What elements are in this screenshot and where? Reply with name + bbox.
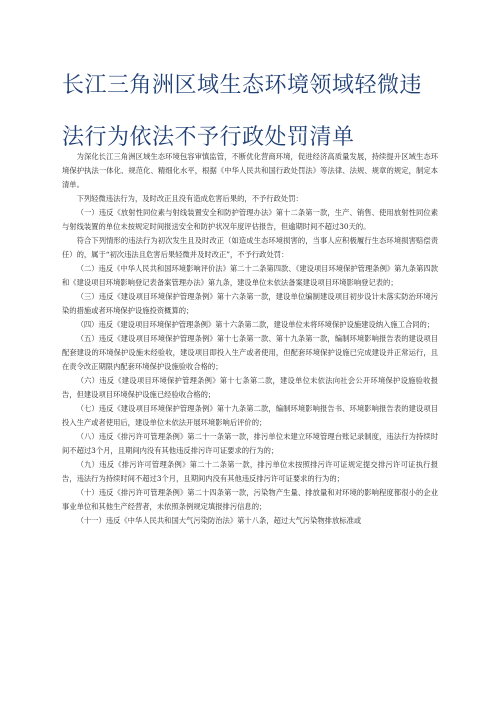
item-3-paragraph: （三）违反《建设项目环境保护管理条例》第十六条第一款，建设单位编制建设项目初步设计未落实防治环境污染的措施或者环境保护设施投资概算的； <box>62 292 438 315</box>
document-title-line-1: 长江三角洲区域生态环境领域轻微违 <box>62 73 423 98</box>
document-title-line-2: 法行为依法不予行政处罚清单 <box>62 125 355 150</box>
item-2-paragraph: （二）违反《中华人民共和国环境影响评价法》第二十二条第四款、《建设项目环境保护管理条例》第九条第四款和《建设项目环境影响登记表备案管理办法》第九条，建设单位未依法备案建设项目环境影响登记表的； <box>62 264 438 287</box>
intro-paragraph: 为深化长江三角洲区域生态环境包容审慎监管，不断优化营商环境，促进经济高质量发展，持续提升区域生态环境保护执法一体化、规范化、精细化水平，根据《中华人民共和国行政处罚法》等法律、法规、规章的规定，制定本清单。 <box>62 152 438 189</box>
item-4-paragraph: （四）违反《建设项目环境保护管理条例》第十六条第二款，建设单位未将环境保护设施建设纳入施工合同的； <box>76 320 435 329</box>
document-body <box>62 150 438 528</box>
item-7-paragraph: （七）违反《建设项目环境保护管理条例》第十九条第二款，编制环境影响报告书、环境影响报告表的建设项目投入生产或者使用后，建设单位未依法开展环境影响后评价的； <box>62 404 438 427</box>
item-8-paragraph: （八）违反《排污许可管理条例》第二十一条第一款，排污单位未建立环境管理台账记录制度，违法行为持续时间不超过3个月，且期间内没有其他违反排污许可证要求的行为的； <box>62 432 438 455</box>
item-11-paragraph: （十一）违反《中华人民共和国大气污染防治法》第十八条，超过大气污染物排放标准或 <box>76 516 362 525</box>
item-9-paragraph: （九）违反《排污许可管理条例》第二十二条第一款，排污单位未按照排污许可证规定提交排污许可证执行报告，违法行为持续时间不超过3个月，且期间内没有其他违反排污许可证要求的行为的； <box>62 460 438 483</box>
item-5-paragraph: （五）违反《建设项目环境保护管理条例》第十七条第一款、第十九条第一款，编制环境影响报告表的建设项目配套建设的环境保护设施未经验收，建设项目即投入生产或者使用，但配套环境保护设施已完成建设并正常运行，且在责令改正期限内配套环境保护设施验收合格的； <box>62 334 438 371</box>
first-violation-paragraph: 符合下列情形的违法行为初次发生且及时改正（如造成生态环境损害的，当事人应积极履行生态环境损害赔偿责任）的，属于“初次违法且危害后果轻微并及时改正”，不予行政处罚： <box>62 236 438 259</box>
item-1-paragraph: （一）违反《放射性同位素与射线装置安全和防护管理办法》第十二条第一款，生产、销售、使用放射性同位素与射线装置的单位未按规定时间报送安全和防护状况年度评估报告，但逾期时间不超过30天的。 <box>62 208 438 231</box>
item-6-paragraph: （六）违反《建设项目环境保护管理条例》第十七条第二款，建设单位未依法向社会公开环境保护设施验收报告，但建设项目环境保护设施已经验收合格的； <box>62 376 438 399</box>
rule-lead-paragraph: 下列轻微违法行为，及时改正且没有造成危害后果的，不予行政处罚： <box>76 194 303 203</box>
item-10-paragraph: （十）违反《排污许可管理条例》第二十四条第一款，污染物产生量、排放量和对环境的影响程度都很小的企业事业单位和其他生产经营者，未依照条例规定填报排污信息的； <box>62 488 438 511</box>
